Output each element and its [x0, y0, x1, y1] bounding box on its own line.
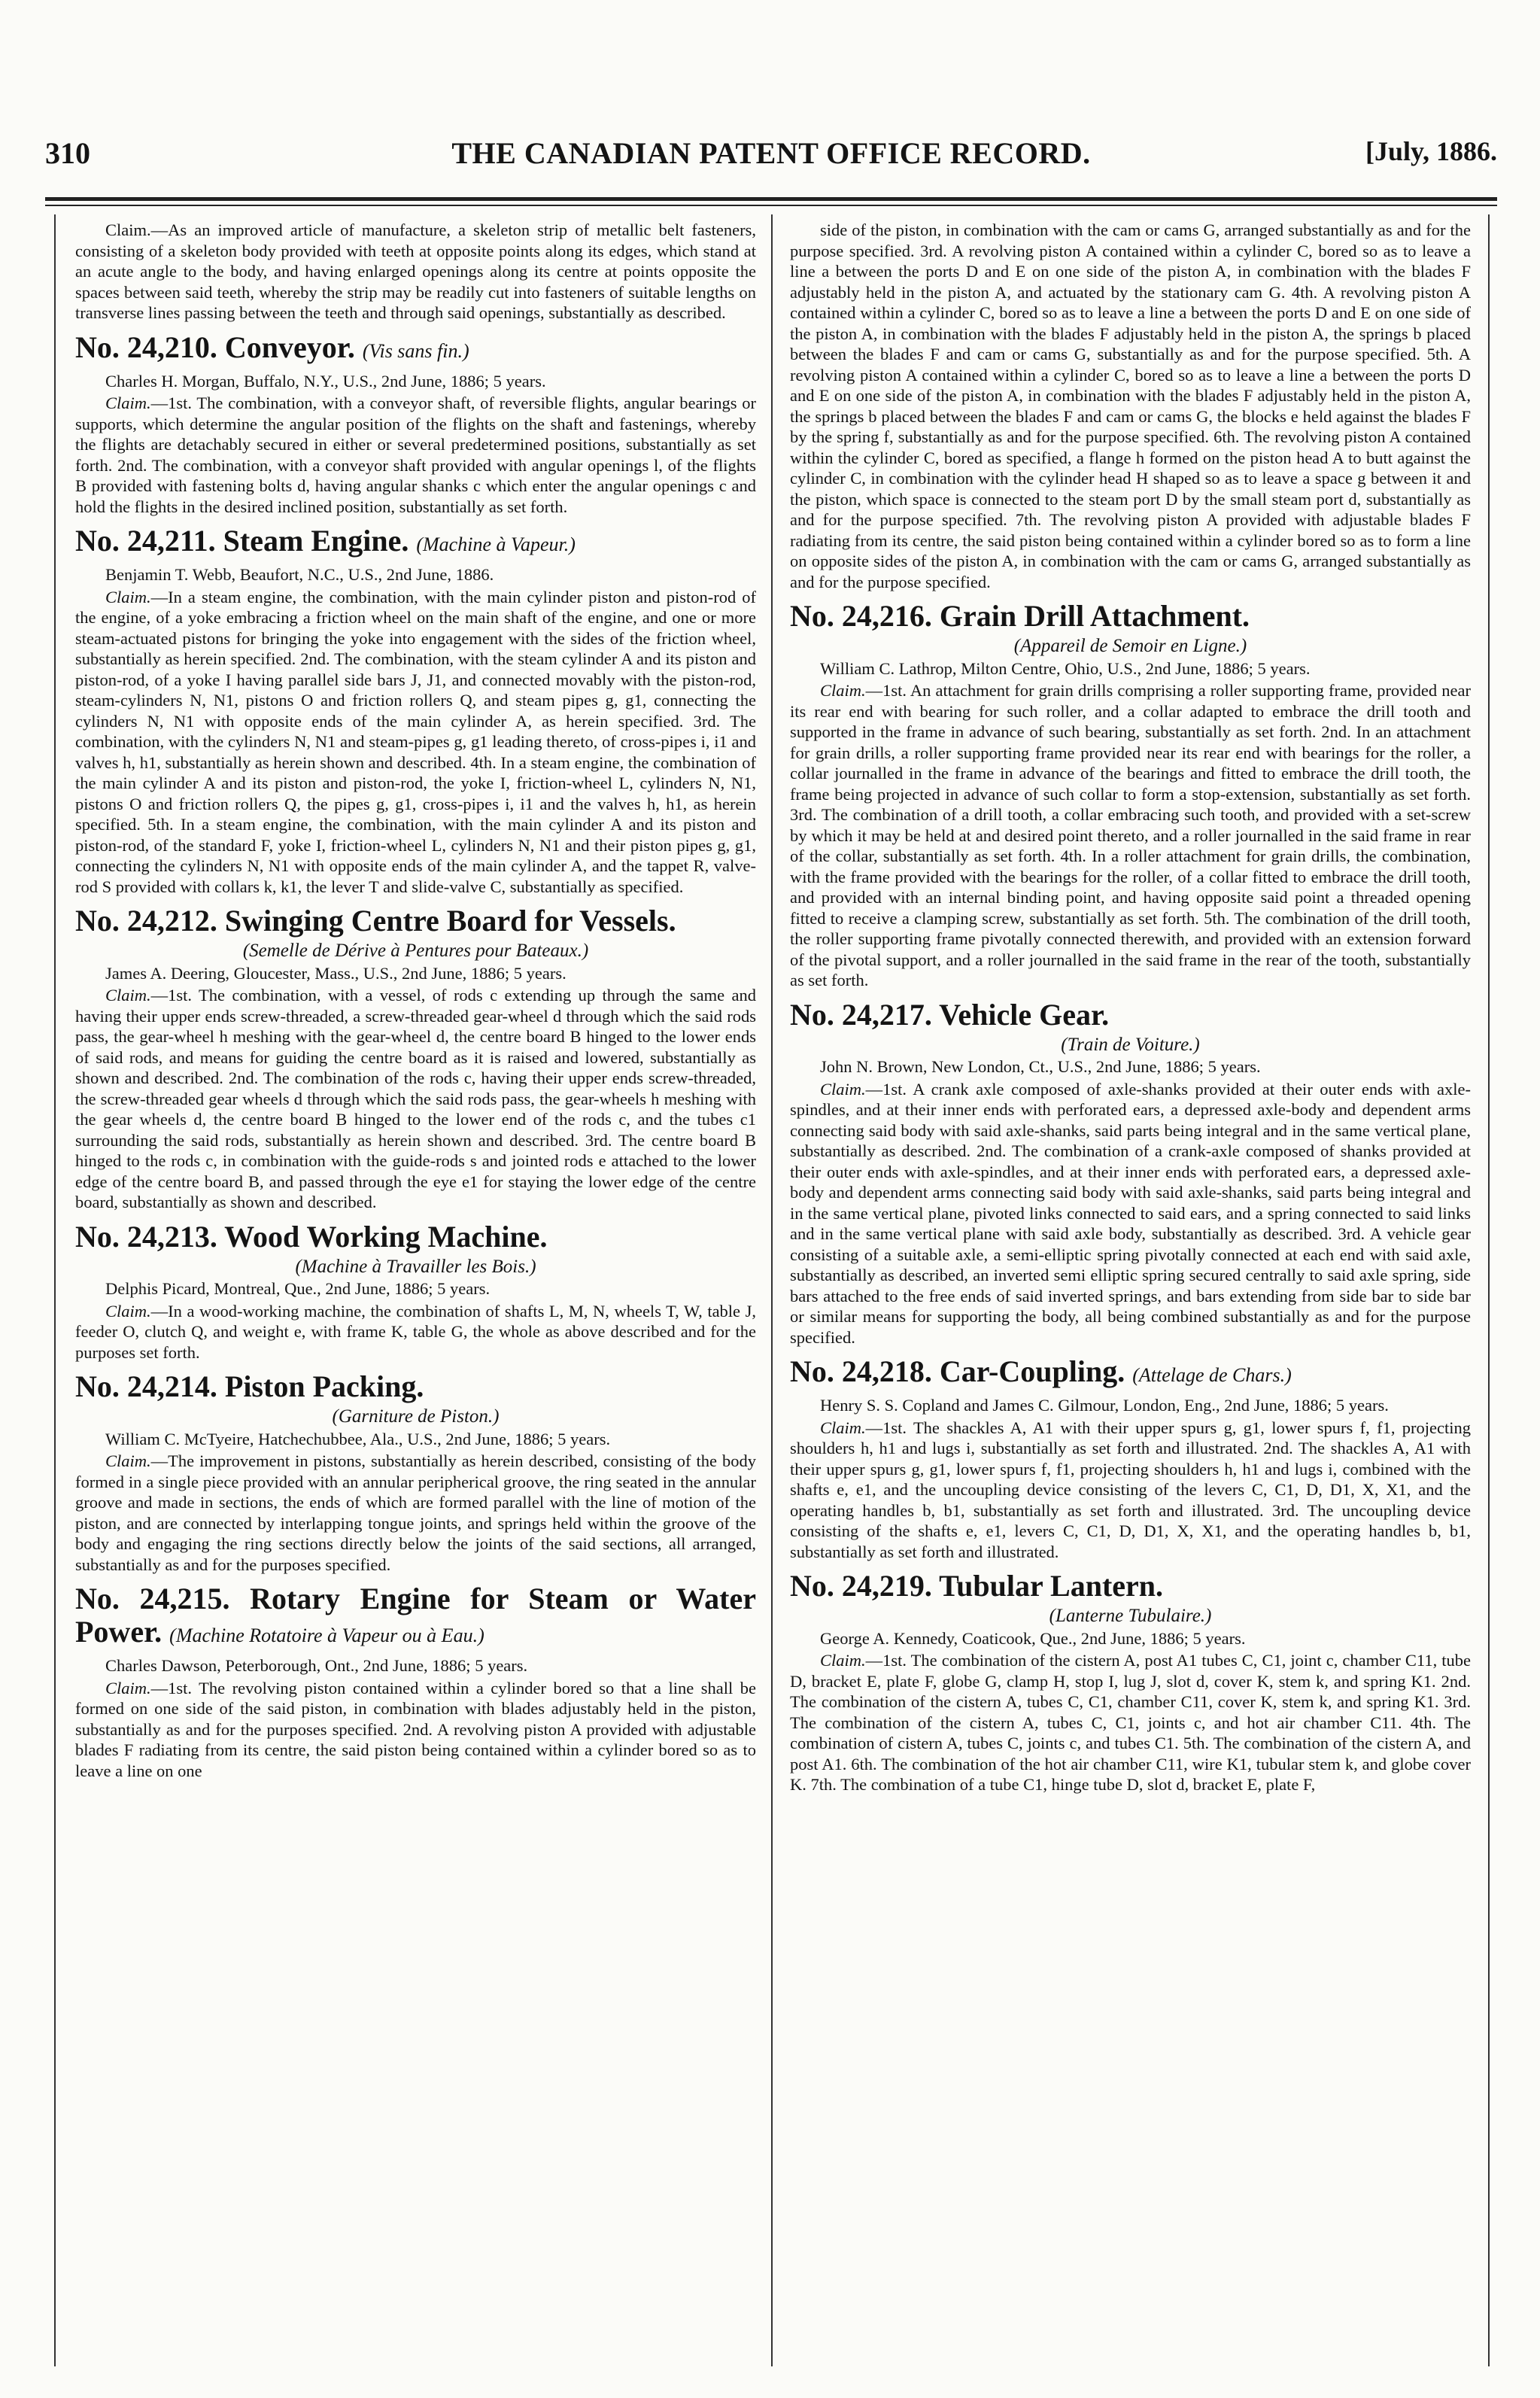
- inventor-line: Delphis Picard, Montreal, Que., 2nd June, 1886; 5 years.: [105, 1279, 491, 1298]
- frame-left-rule: [54, 214, 56, 2366]
- patent-heading: [75, 1582, 756, 1652]
- claim-text: [790, 1650, 1471, 1795]
- claim-text: [75, 393, 756, 517]
- claim-label: Claim.: [105, 1301, 151, 1321]
- patent-entry-24214: [75, 1370, 756, 1575]
- inventor-line: Henry S. S. Copland and James C. Gilmour, London, Eng., 2nd June, 1886; 5 years.: [820, 1396, 1389, 1415]
- claim-label: Claim.: [820, 1651, 866, 1670]
- inventor-line: William C. Lathrop, Milton Centre, Ohio, U.S., 2nd June, 1886; 5 years.: [820, 658, 1311, 678]
- page-number: 310: [45, 136, 90, 170]
- patent-heading: [790, 1355, 1471, 1392]
- claim-body: —In a wood-working machine, the combination of shafts L, M, N, wheels T, W, table J, feeder O, clutch Q, and weight e, with frame K, table G, the whole as above described and for the purposes set forth.: [75, 1301, 756, 1362]
- french-title: (Machine à Travailler les Bois.): [295, 1256, 536, 1277]
- claim-body: —1st. The combination, with a vessel, of rods c extending up through the same and having their upper ends screw-threaded, a screw-threaded gear-wheel d through which the said rods pass, the gear-wheel h meshing with the gear-wheel d, the centre board B hinged to the lower ends of said rods, and means for guiding the centre board as it is raised and lowered, substantially as shown and described. 2nd. The combination of the rods c, having their upper ends screw-threaded, the screw-threaded gear wheels d through which the said rods pass, the gear-wheels h meshing with the gear wheels d, the centre board B hinged to the lower end of the rods c, and the tubes c1 surrounding the said rods, substantially as herein shown and described. 3rd. The centre board B hinged to the rods c, in combination with the guide-rods s and jointed rods e attached to the lower edge of the centre board B, and passed through the eye e1 for staying the lower edge of the centre board, substantially as shown and described.: [75, 986, 756, 1211]
- header-rule-thin: [45, 205, 1497, 206]
- right-column: [790, 220, 1471, 2364]
- header-rule: [45, 197, 1497, 201]
- claim-text: [790, 1079, 1471, 1348]
- french-title: (Machine à Vapeur.): [416, 533, 576, 555]
- french-title: (Garniture de Piston.): [332, 1406, 500, 1427]
- french-title: (Lanterne Tubulaire.): [1049, 1606, 1212, 1626]
- patent-title: No. 24,210. Conveyor.: [75, 330, 355, 364]
- inventor-line: Benjamin T. Webb, Beaufort, N.C., U.S., 2nd June, 1886.: [105, 565, 494, 584]
- patent-heading: No. 24,213. Wood Working Machine.: [75, 1219, 548, 1254]
- patent-entry-24212: [75, 904, 756, 1213]
- claim-text: [75, 1301, 756, 1363]
- claim-text: [75, 587, 756, 898]
- claim-label: Claim.: [105, 1678, 151, 1697]
- claim-body: —In a steam engine, the combination, with the main cylinder piston and piston-rod of the engine, of a yoke embracing a friction wheel on the main shaft of the engine, and one or more steam-actuated pistons for bringing the yoke into engagement with the sides of the friction wheel, substantially as herein specified. 2nd. The combination, with the steam cylinder A and its piston and piston-rod, of a yoke I having parallel side bars J, J1, and connected movably with the piston-rod, steam-cylinders N, N1, pistons O and friction rollers Q, and steam pipes g, g1, connecting the cylinders N, N1 with opposite ends of the main cylinder A, as herein specified. 3rd. The combination, with the cylinders N, N1 and steam-pipes g, g1 leading thereto, of cross-pipes i, i1 and valves h, h1, substantially as herein shown and described. 4th. In a steam engine, the combination of the main cylinder A and its piston and piston-rod, the yoke I, friction-wheel L, cylinders N, N1, pistons O and friction rollers Q, the pipes g, g1, cross-pipes i, i1 and the valves h, h1, as herein specified. 5th. In a steam engine, the combination, with the main cylinder A and its piston and piston-rod, of the standard F, yoke I, friction-wheel L, cylinders N, N1 and their piston pipes g, g1, connecting the cylinders N, N1 with opposite ends of the main cylinder A, and the tappet R, valve-rod S provided with collars k, k1, the lever T and slide-valve C, substantially as specified.: [75, 587, 756, 896]
- french-title: (Train de Voiture.): [1061, 1034, 1200, 1055]
- inventor-line: Charles Dawson, Peterborough, Ont., 2nd June, 1886; 5 years.: [105, 1656, 528, 1675]
- continued-claim: Claim.—As an improved article of manufacture, a skeleton strip of metallic belt fasteners, consisting of a skeleton body provided with teeth at opposite points along its edges, which stand at an acute angle to the body, and having enlarged openings along its centre at points opposite the spaces between said teeth, whereby the strip may be readily cut into fasteners of suitable lengths on transverse lines passing between the teeth and through said openings, substantially as described.: [75, 220, 756, 322]
- patent-heading: No. 24,212. Swinging Centre Board for Vessels.: [75, 904, 676, 938]
- left-column: [75, 220, 756, 2364]
- frame-right-rule: [1488, 214, 1490, 2366]
- patent-heading: No. 24,219. Tubular Lantern.: [790, 1569, 1164, 1603]
- patent-entry-24218: [790, 1355, 1471, 1562]
- patent-heading: No. 24,216. Grain Drill Attachment.: [790, 599, 1250, 633]
- patent-entry-24217: [790, 998, 1471, 1348]
- claim-label: Claim.: [820, 1418, 866, 1437]
- patent-entry-24219: [790, 1570, 1471, 1795]
- french-title: (Attelage de Chars.): [1132, 1364, 1292, 1386]
- french-title: (Machine Rotatoire à Vapeur ou à Eau.): [169, 1625, 484, 1646]
- patent-title: No. 24,215. Rotary Engine for Steam or Water Power.: [75, 1582, 756, 1649]
- journal-title: THE CANADIAN PATENT OFFICE RECORD.: [451, 136, 1091, 170]
- claim-body: —The improvement in pistons, substantially as herein described, consisting of the body formed in a single piece provided with an annular peripherical groove, the ring seated in the annular groove and made in sections, the ends of which are formed parallel with the line of motion of the piston, and are connected by interlapping tongue joints, and springs held within the groove of the body and engaging the ring sections directly below the joints of the said sections, all arranged, substantially as and for the purposes specified.: [75, 1451, 756, 1574]
- claim-label: Claim.: [105, 986, 151, 1004]
- inventor-line: George A. Kennedy, Coaticook, Que., 2nd June, 1886; 5 years.: [820, 1628, 1246, 1648]
- patent-title: No. 24,218. Car-Coupling.: [790, 1354, 1125, 1388]
- claim-body: —1st. The combination of the cistern A, post A1 tubes C, C1, joint c, chamber C11, tube D, bracket E, plate F, globe G, clamp H, stop I, lug J, slot d, cover K, stem k, and spring K1. 2nd. The combination of the cistern A, tubes C, C1, chamber C11, cover K, stem k, and spring K1. 3rd. The combination of the cistern A, tubes C, C1, joints c, and hot air chamber C11. 4th. The combination of cistern A, tubes C, joints c, and tubes C1. 5th. The combination of the cistern A, and post A1. 6th. The combination of the hot air chamber C11, wire K1, tubular stem k, and globe cover K. 7th. The combination of a tube C1, hinge tube D, slot d, bracket E, plate F,: [790, 1651, 1471, 1794]
- claim-text: [790, 680, 1471, 991]
- claim-body: —1st. The revolving piston contained within a cylinder bored so that a line shall be formed on one side of the said piston, in combination with blades adjustably held in the piston, substantially as and for the purposes specified. 2nd. A revolving piston A provided with adjustable blades F radiating from its centre, the said piston being contained within a cylinder bored so as to leave a line on one: [75, 1678, 756, 1780]
- issue-date: [July, 1886.: [1365, 136, 1497, 166]
- claim-text: [75, 1451, 756, 1575]
- inventor-line: Charles H. Morgan, Buffalo, N.Y., U.S., 2nd June, 1886; 5 years.: [105, 371, 546, 391]
- claim-body: —1st. An attachment for grain drills comprising a roller supporting frame, provided near its rear end with bearing for such roller, and a collar adapted to embrace the drill tooth and supported in the frame in advance of such bearing, substantially as set forth. 2nd. In an attachment for grain drills, a roller supporting frame provided near its rear end with bearings for the roller, a collar journalled in the frame in advance of the bearings and fitted to embrace the drill tooth, the frame being projected in advance of such collar to form a stop-extension, substantially as set forth. 3rd. The combination of a drill tooth, a collar embracing such tooth, and provided with a set-screw by which it may be held at and desired point thereto, and a roller journalled in the said frame in rear of the collar, substantially as set forth. 4th. In a roller attachment for grain drills, the combination, with the frame provided with the bearings for the roller, of a collar fitted to embrace the drill tooth, and provided with an internal binding point, and having opposite said point a threaded opening fitted to receive a clamping screw, substantially as set forth. 5th. The combination of the drill tooth, the roller supporting frame pivotally connected therewith, and provided with an extension forward of the pivotal support, and a roller journalled in the said frame in the rear of the tooth, substantially as set forth.: [790, 681, 1471, 989]
- claim-body: —1st. The combination, with a conveyor shaft, of reversible flights, angular bearings or supports, which determine the angular position of the flights on the shaft and fastenings, whereby the flights are detachably secured in either or several predetermined positions, substantially as set forth. 2nd. The combination, with a conveyor shaft provided with angular openings l, of the flights B provided with fastening bolts d, having angular shanks c which enter the angular openings c and hold the flights in the desired inclined position, substantially as set forth.: [75, 394, 756, 516]
- patent-heading: No. 24,214. Piston Packing.: [75, 1369, 424, 1403]
- page-header: [45, 135, 1497, 188]
- patent-title: No. 24,211. Steam Engine.: [75, 524, 409, 558]
- patent-heading: [75, 331, 756, 368]
- patent-heading: [75, 524, 756, 561]
- claim-body: —1st. A crank axle composed of axle-shanks provided at their outer ends with axle-spindles, and at their inner ends with perforated ears, a depressed axle-body and dependent arms connecting said body with said axle-shanks, said parts being integral and in the same vertical plane, substantially as described. 2nd. The combination of a crank-axle composed of shanks provided at their outer ends with axle-spindles, and at their inner ends with perforated ears, a depressed axle-body and dependent arms connecting said body with said axle-shanks, said parts being integral and in the same vertical plane, pivoted links connected to said ears, and a spring connected to said links and in the same vertical plane with said axle body, substantially as described. 3rd. A vehicle gear consisting of a suitable axle, a semi-elliptic spring pivotally connected at each end with said axle, substantially as described, an inverted semi elliptic spring secured centrally to said axle spring, side bars attached to the free ends of said inverted springs, and bars extending from side bar to side bar or similar means for supporting the body, all being combined substantially as and for the purpose specified.: [790, 1079, 1471, 1347]
- inventor-line: William C. McTyeire, Hatchechubbee, Ala., U.S., 2nd June, 1886; 5 years.: [105, 1429, 611, 1448]
- claim-text: [790, 1418, 1471, 1563]
- french-title: (Semelle de Dérive à Pentures pour Bateaux.): [242, 941, 589, 961]
- patent-entry-24210: [75, 331, 756, 518]
- claim-label: Claim.: [105, 394, 151, 412]
- patent-entry-24213: [75, 1220, 756, 1363]
- claim-label: Claim.: [105, 587, 151, 606]
- french-title: (Appareil de Semoir en Ligne.): [1013, 636, 1247, 656]
- column-divider: [771, 214, 773, 2366]
- patent-entry-24215: [75, 1582, 756, 1781]
- claim-text: [75, 1678, 756, 1782]
- continued-claim: side of the piston, in combination with the cam or cams G, arranged substantially as and for the purpose specified. 3rd. A revolving piston A contained within a cylinder C, bored so as to leave a line a between the ports D and E on one side of the piston A, in combination with the blades F adjustably held in the piston A, and actuated by the stationary cam G. 4th. A revolving piston A contained within a cylinder C, bored so as to leave a line a between the ports D and E on one side of the piston A, in combination with the blades F adjustably held in the piston A, the springs b placed between the blades F and cam or cams G, substantially as and for the purpose specified. 5th. A revolving piston A contained within a cylinder C, bored so as to leave a line a between the ports D and E on one side of the piston A, in combination with the blades F adjustably held in the piston A, the springs b placed between the blades F and cam or cams G, the blocks e held against the blades F by the spring f, substantially as and for the purpose specified. 6th. The revolving piston A contained within the cylinder C, bored as specified, a flange h formed on the piston head A to butt against the cylinder C, in combination with the cylinder head H shaped so as to leave a space g between it and the piston, which space is connected to the steam port D by the small steam port d, substantially as and for the purpose specified. 7th. The revolving piston A provided with adjustable blades F radiating from its centre, the said piston being contained within a cylinder bored so as to form a line on opposite sides of the piston A, in combination with the cam or cams G, arranged substantially as and for the purpose specified.: [790, 220, 1471, 591]
- patent-entry-24211: [75, 524, 756, 897]
- claim-label: Claim.: [820, 681, 866, 700]
- claim-label: Claim.: [820, 1079, 866, 1099]
- inventor-line: James A. Deering, Gloucester, Mass., U.S., 2nd June, 1886; 5 years.: [105, 963, 566, 983]
- french-title: (Vis sans fin.): [362, 339, 469, 362]
- inventor-line: John N. Brown, New London, Ct., U.S., 2nd June, 1886; 5 years.: [820, 1057, 1261, 1076]
- claim-label: Claim.: [105, 1451, 151, 1470]
- claim-body: —1st. The shackles A, A1 with their upper spurs g, g1, lower spurs f, f1, projecting shoulders h, h1 and lugs i, substantially as set forth and illustrated. 2nd. The shackles A, A1 with their upper spurs g, g1, lower spurs f, f1, projecting shoulders h, h1 and lugs i, combined with the shafts e, e1, and the uncoupling device consisting of the levers C, C1, D, D1, X, X1, and the operating handles b, b1, substantially as set forth and illustrated. 3rd. The uncoupling device consisting of the shafts e, e1, levers C, C1, D, D1, X, X1, and the operating handles b, b1, substantially as set forth and illustrated.: [790, 1418, 1471, 1561]
- claim-text: [75, 985, 756, 1213]
- patent-heading: No. 24,217. Vehicle Gear.: [790, 997, 1110, 1032]
- patent-entry-24216: [790, 600, 1471, 991]
